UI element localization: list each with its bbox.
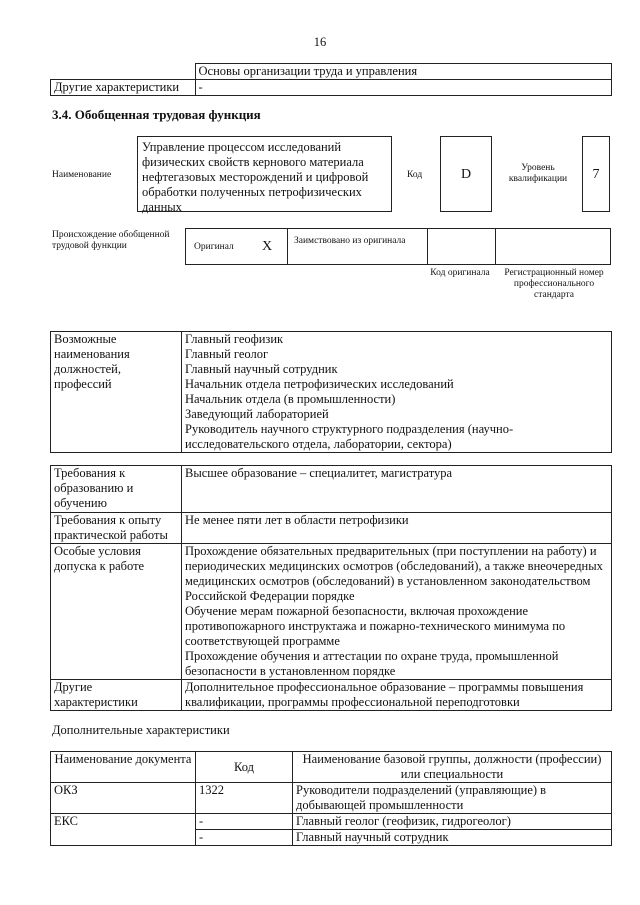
original-mark: X: [262, 239, 273, 254]
cell-document: ОКЗ: [51, 783, 196, 814]
cell-group: Главный геолог (геофизик, гидрогеолог): [293, 814, 612, 830]
req-admission-label: Особые условия допуска к работе: [51, 544, 182, 680]
additional-table: [50, 751, 612, 846]
req-other-value: Дополнительное профессиональное образование – программы повышения квалификации, программы профессиональной переподготовки: [182, 680, 612, 711]
position-item: Начальник отдела петрофизических исследований: [185, 377, 454, 391]
cell-code: -: [196, 814, 293, 830]
code-original-caption: Код оригинала: [430, 268, 490, 278]
cell-group: Руководители подразделений (управляющие) в добывающей промышленности: [293, 783, 612, 814]
requirements-table: [50, 465, 612, 711]
positions-list: [182, 332, 612, 453]
origin-row: [185, 228, 611, 265]
cell-group: Главный научный сотрудник: [293, 830, 612, 846]
code-label: Код: [407, 170, 423, 180]
level-label: Уровень квалификации: [508, 163, 568, 184]
col-header-group: Наименование базовой группы, должности (профессии) или специальности: [293, 752, 612, 783]
cell-document: ЕКС: [51, 814, 196, 846]
borrowed-label: Заимствовано из оригинала: [294, 236, 406, 246]
name-value: Управление процессом исследований физических свойств кернового материала нефтегазовых месторождений и цифровой обработки полученных петрофизических данных: [137, 136, 392, 212]
req-education-value: Высшее образование – специалитет, магистратура: [182, 466, 612, 513]
req-experience-value: Не менее пяти лет в области петрофизики: [182, 513, 612, 544]
code-value: D: [440, 136, 492, 212]
col-header-code: Код: [196, 752, 293, 783]
table-row: [51, 783, 612, 814]
top-row2-value: -: [195, 80, 612, 96]
position-item: Главный геолог: [185, 347, 269, 361]
top-row1-value: Основы организации труда и управления: [195, 64, 612, 80]
cell-code: 1322: [196, 783, 293, 814]
position-item: Главный геофизик: [185, 332, 284, 346]
additional-title: Дополнительные характеристики: [52, 723, 230, 737]
position-item: Начальник отдела (в промышленности): [185, 392, 396, 406]
req-admission-value: Прохождение обязательных предварительных (при поступлении на работу) и периодических медицинских осмотров (обследований), а также внеочередных медицинских осмотров (обследований) в установленном законодательством Российской Федерации порядке Обучение мерам пожарной безопасности, включая прохождение противопожарного инструктажа и пожарно-технического минимума по соответствующей программе Прохождение обучения и аттестации по охране труда, промышленной безопасности в установленном порядке: [182, 544, 612, 680]
reg-number-caption: Регистрационный номер профессионального стандарта: [504, 268, 604, 300]
origin-label: Происхождение обобщенной трудовой функции: [52, 230, 170, 251]
position-item: Заведующий лабораторией: [185, 407, 329, 421]
req-other-label: Другие характеристики: [51, 680, 182, 711]
req-education-label: Требования к образованию и обучению: [51, 466, 182, 513]
position-item: Главный научный сотрудник: [185, 362, 338, 376]
positions-label: Возможные наименования должностей, профессий: [51, 332, 182, 453]
position-item: Руководитель научного структурного подразделения (научно-исследовательского отдела, лаборатории, сектора): [185, 422, 514, 451]
level-value: 7: [582, 136, 610, 212]
name-label: Наименование: [52, 170, 112, 180]
col-header-document: Наименование документа: [51, 752, 196, 783]
table-row: [51, 814, 612, 830]
top-row2-label: Другие характеристики: [51, 80, 196, 96]
positions-table: [50, 331, 612, 453]
cell-code: -: [196, 830, 293, 846]
top-table: [50, 63, 612, 96]
section-title: 3.4. Обобщенная трудовая функция: [52, 107, 261, 122]
page-number: 16: [313, 35, 327, 49]
original-label: Оригинал: [194, 242, 234, 252]
req-experience-label: Требования к опыту практической работы: [51, 513, 182, 544]
